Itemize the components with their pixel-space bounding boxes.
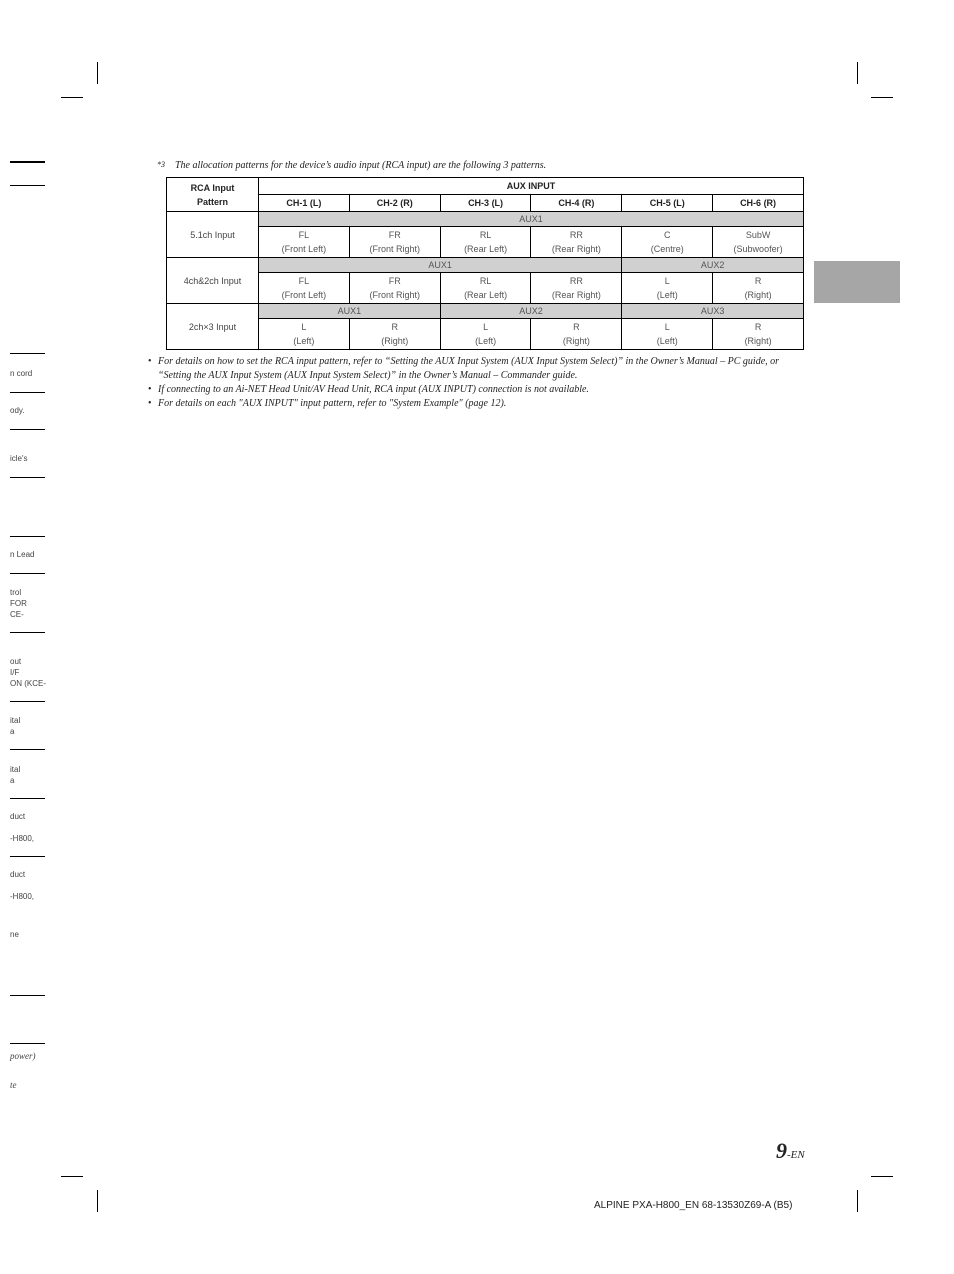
margin-fragment: n cord bbox=[10, 369, 33, 378]
header-channel: CH-6 (R) bbox=[713, 195, 804, 212]
margin-fragment: ody. bbox=[10, 406, 25, 415]
crop-mark bbox=[61, 1176, 83, 1177]
aux-group: AUX1 bbox=[259, 258, 622, 273]
margin-rule bbox=[10, 995, 45, 996]
crop-mark bbox=[871, 1176, 893, 1177]
footer-code: ALPINE PXA-H800_EN 68-13530Z69-A (B5) bbox=[594, 1200, 793, 1211]
margin-fragment: ital bbox=[10, 765, 21, 774]
note-item: • If connecting to an Ai-NET Head Unit/AV Head Unit, RCA input (AUX INPUT) connection is not available. bbox=[148, 383, 804, 397]
margin-rule bbox=[10, 701, 45, 702]
channel-cell: RR (Rear Right) bbox=[531, 273, 622, 304]
footnote bbox=[157, 160, 546, 171]
aux-group: AUX2 bbox=[440, 304, 622, 319]
margin-rule bbox=[10, 632, 45, 633]
margin-rule bbox=[10, 392, 45, 393]
margin-fragment: icle's bbox=[10, 454, 28, 463]
margin-fragment: n Lead bbox=[10, 550, 35, 559]
footnote-mark: *3 bbox=[157, 160, 165, 169]
header-channel: CH-4 (R) bbox=[531, 195, 622, 212]
channel-cell: FR (Front Right) bbox=[349, 273, 440, 304]
margin-fragment: trol bbox=[10, 588, 22, 597]
channel-cell: R (Right) bbox=[349, 319, 440, 350]
margin-rule bbox=[10, 429, 45, 430]
margin-rule bbox=[10, 161, 45, 163]
header-rca-input-pattern: RCA Input Pattern bbox=[167, 178, 259, 212]
margin-rule bbox=[10, 798, 45, 799]
margin-rule bbox=[10, 353, 45, 354]
pattern-label: 2ch×3 Input bbox=[167, 304, 259, 350]
margin-fragment: CE- bbox=[10, 610, 24, 619]
channel-cell: RL (Rear Left) bbox=[440, 273, 531, 304]
margin-rule bbox=[10, 1043, 45, 1044]
margin-rule bbox=[10, 573, 45, 574]
margin-fragment: FOR bbox=[10, 599, 27, 608]
crop-mark bbox=[871, 97, 893, 98]
margin-fragment: te bbox=[10, 1080, 17, 1090]
crop-mark bbox=[857, 1190, 858, 1212]
margin-fragment: ON (KCE- bbox=[10, 679, 46, 688]
channel-cell: L (Left) bbox=[622, 319, 713, 350]
channel-cell: FL (Front Left) bbox=[259, 273, 350, 304]
crop-mark bbox=[97, 62, 98, 84]
pattern-label: 4ch&2ch Input bbox=[167, 258, 259, 304]
margin-fragment: out bbox=[10, 657, 22, 666]
aux-group: AUX1 bbox=[259, 304, 441, 319]
note-item: • For details on how to set the RCA input pattern, refer to “Setting the AUX Input System (AUX Input System Select)” in the Owner’s Manual – PC guide, or “Setting the AUX Input System (AUX Input System Select)” in the Owner’s Manual – Commander guide. bbox=[148, 355, 804, 383]
pattern-label: 5.1ch Input bbox=[167, 212, 259, 258]
aux-group: AUX1 bbox=[259, 212, 804, 227]
header-aux-input: AUX INPUT bbox=[259, 178, 804, 195]
channel-cell: R (Right) bbox=[713, 319, 804, 350]
margin-fragment: duct bbox=[10, 812, 26, 821]
crop-mark bbox=[61, 97, 83, 98]
header-channel: CH-1 (L) bbox=[259, 195, 350, 212]
margin-fragment: ne bbox=[10, 930, 19, 939]
page-number bbox=[776, 1138, 805, 1164]
channel-cell: R (Right) bbox=[713, 273, 804, 304]
note-item: • For details on each "AUX INPUT" input pattern, refer to "System Example" (page 12). bbox=[148, 397, 804, 411]
channel-cell: L (Left) bbox=[622, 273, 713, 304]
margin-rule bbox=[10, 536, 45, 537]
margin-rule bbox=[10, 749, 45, 750]
header-channel: CH-5 (L) bbox=[622, 195, 713, 212]
page-number-digit: 9 bbox=[776, 1138, 787, 1163]
aux-group: AUX2 bbox=[622, 258, 804, 273]
channel-cell: FR (Front Right) bbox=[349, 227, 440, 258]
aux-group: AUX3 bbox=[622, 304, 804, 319]
crop-mark bbox=[97, 1190, 98, 1212]
margin-fragment: a bbox=[10, 776, 15, 785]
margin-fragment: power) bbox=[10, 1051, 36, 1061]
channel-cell: RR (Rear Right) bbox=[531, 227, 622, 258]
margin-fragment: ital bbox=[10, 716, 21, 725]
page-number-suffix: -EN bbox=[787, 1149, 805, 1161]
header-channel: CH-2 (R) bbox=[349, 195, 440, 212]
margin-fragment: I/F bbox=[10, 668, 20, 677]
channel-cell: L (Left) bbox=[440, 319, 531, 350]
header-channel: CH-3 (L) bbox=[440, 195, 531, 212]
margin-fragment: -H800, bbox=[10, 834, 35, 843]
channel-cell: RL (Rear Left) bbox=[440, 227, 531, 258]
allocation-table bbox=[166, 177, 804, 350]
notes-list bbox=[148, 355, 804, 411]
section-tab bbox=[814, 261, 900, 303]
channel-cell: SubW (Subwoofer) bbox=[713, 227, 804, 258]
channel-cell: FL (Front Left) bbox=[259, 227, 350, 258]
margin-rule bbox=[10, 185, 45, 186]
margin-rule bbox=[10, 477, 45, 478]
channel-cell: R (Right) bbox=[531, 319, 622, 350]
channel-cell: C (Centre) bbox=[622, 227, 713, 258]
margin-fragment: a bbox=[10, 727, 15, 736]
margin-fragment: -H800, bbox=[10, 892, 35, 901]
margin-fragment: duct bbox=[10, 870, 26, 879]
channel-cell: L (Left) bbox=[259, 319, 350, 350]
footnote-text: The allocation patterns for the device’s audio input (RCA input) are the following 3 patterns. bbox=[175, 160, 547, 171]
crop-mark bbox=[857, 62, 858, 84]
margin-rule bbox=[10, 856, 45, 857]
